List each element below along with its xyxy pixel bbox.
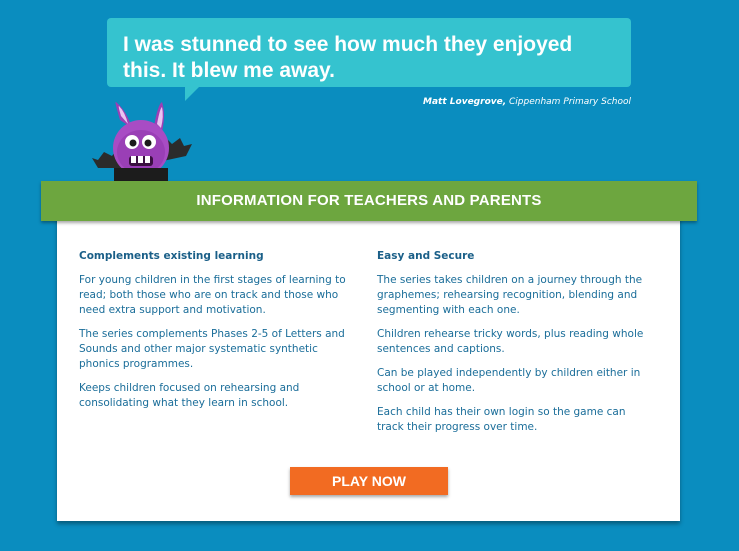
left-column-paragraph: For young children in the first stages of learning to read; both those who are on track and those who need extra support and motivation. xyxy=(79,274,346,316)
info-banner xyxy=(41,181,697,221)
info-card xyxy=(57,211,680,521)
left-column xyxy=(79,249,354,420)
right-column xyxy=(377,249,652,444)
right-column-heading: Easy and Secure xyxy=(377,250,475,262)
right-column-paragraph: The series takes children on a journey through the graphemes; rehearsing recognition, blending and segmenting with each one. xyxy=(377,274,643,316)
left-column-paragraph: The series complements Phases 2-5 of Letters and Sounds and other major systematic synthetic phonics programmes. xyxy=(79,328,345,370)
testimonial-quote-text: I was stunned to see how much they enjoyed this. It blew me away. xyxy=(123,33,573,82)
testimonial-school: Cippenham Primary School xyxy=(509,97,631,107)
left-column-heading: Complements existing learning xyxy=(79,250,264,262)
purple-bat-monster-icon xyxy=(88,98,198,182)
right-column-paragraph: Can be played independently by children either in school or at home. xyxy=(377,367,641,394)
testimonial-attribution xyxy=(423,97,631,107)
info-banner-title: INFORMATION FOR TEACHERS AND PARENTS xyxy=(196,192,542,209)
left-column-paragraph: Keeps children focused on rehearsing and consolidating what they learn in school. xyxy=(79,382,300,409)
right-column-paragraph: Each child has their own login so the game can track their progress over time. xyxy=(377,406,626,433)
play-now-button[interactable]: PLAY NOW xyxy=(290,467,448,495)
testimonial-quote xyxy=(107,18,631,87)
right-column-paragraph: Children rehearse tricky words, plus reading whole sentences and captions. xyxy=(377,328,644,355)
testimonial-author: Matt Lovegrove, xyxy=(423,97,507,107)
